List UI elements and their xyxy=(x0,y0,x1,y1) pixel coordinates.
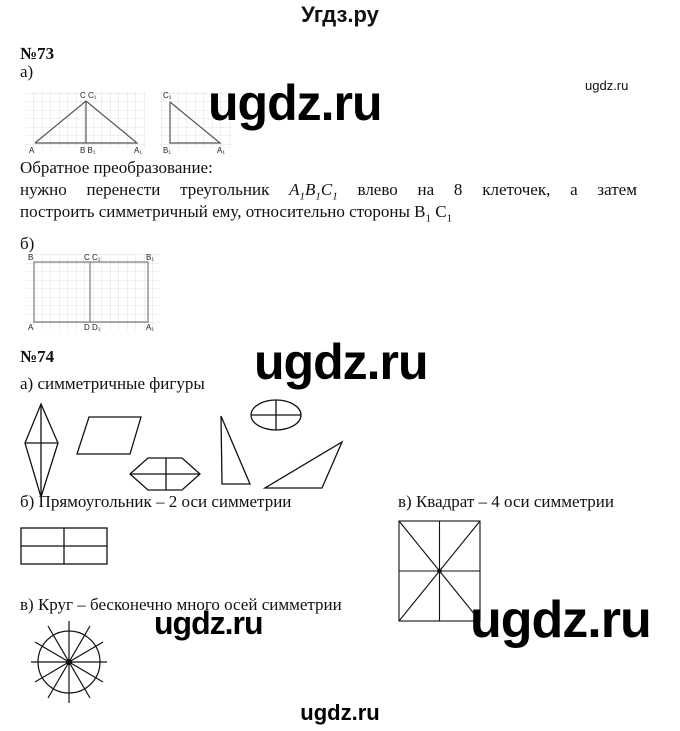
inverse-line-2: построить симметричный ему, относительно стороны $B_1$ $C_1$ xyxy=(20,202,453,225)
triangle-name: $A_1B_1C_1$ xyxy=(289,180,338,203)
inverse-line-1 xyxy=(20,180,637,202)
label-bb1: B B₁ xyxy=(80,146,96,155)
line1-start: нужно перенести треугольник xyxy=(20,180,270,199)
rectangle-figure-b xyxy=(26,253,160,332)
inverse-title: Обратное преобразование: xyxy=(20,158,213,177)
label-b1-b: B₁ xyxy=(146,253,155,262)
obtuse-triangle-shape xyxy=(265,442,342,488)
task-73-number: №73 xyxy=(20,44,55,63)
watermark-big-3: ugdz.ru xyxy=(470,591,651,649)
watermark-big-2: ugdz.ru xyxy=(254,334,428,390)
hexagon-shape xyxy=(130,458,200,490)
task-74-part-b: б) Прямоугольник – 2 оси симметрии xyxy=(20,492,292,511)
task-74-part-v-circle: в) Круг – бесконечно много осей симметрии xyxy=(20,595,342,614)
circle-infinite-axes xyxy=(31,621,107,703)
right-triangle-shape xyxy=(221,416,250,484)
task-73-part-a-label: а) xyxy=(20,62,34,81)
label-a: A xyxy=(29,146,35,155)
rectangle-2-axes xyxy=(21,528,107,564)
label-c1: C₁ xyxy=(163,91,172,100)
label-b1: B₁ xyxy=(163,146,172,155)
label-a-b: A xyxy=(28,323,34,332)
label-cc1: C C₁ xyxy=(80,91,97,100)
label-a1-b: A₁ xyxy=(146,323,155,332)
label-dd1: D D₁ xyxy=(84,323,101,332)
square-4-axes xyxy=(399,521,480,621)
site-title: Угдз.ру xyxy=(301,2,379,27)
line1-end: влево на 8 клеточек, а затем xyxy=(357,180,637,199)
ellipse-shape xyxy=(251,400,301,430)
label-a1-second: A₁ xyxy=(217,146,226,155)
watermark-footer: ugdz.ru xyxy=(300,700,380,725)
watermark-medium: ugdz.ru xyxy=(154,605,263,641)
label-a1: A₁ xyxy=(134,146,143,155)
label-b: B xyxy=(28,253,34,262)
task-73-part-b-label: б) xyxy=(20,234,35,253)
task-74-number: №74 xyxy=(20,347,55,366)
task-74-part-a: а) симметричные фигуры xyxy=(20,374,205,393)
triangle-figure-a xyxy=(26,91,146,155)
watermark-big-1: ugdz.ru xyxy=(208,75,382,131)
label-cc1-b: C C₁ xyxy=(84,253,101,262)
watermark-small: ugdz.ru xyxy=(585,78,629,93)
parallelogram-shape xyxy=(77,417,141,454)
rhombus-shape xyxy=(25,404,58,497)
symmetric-shapes xyxy=(25,400,342,497)
task-74-part-v-square: в) Квадрат – 4 оси симметрии xyxy=(398,492,614,511)
